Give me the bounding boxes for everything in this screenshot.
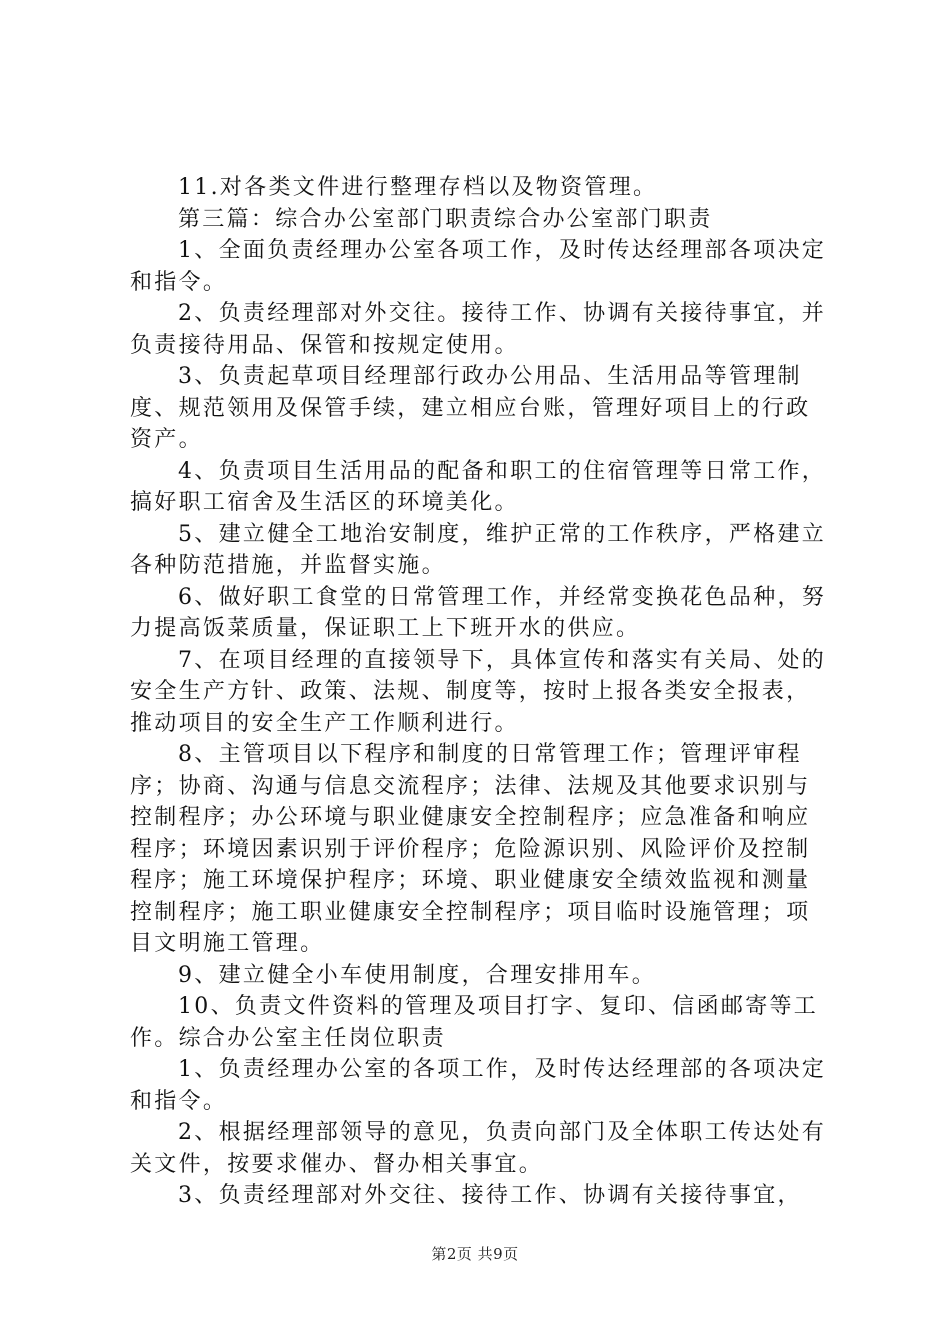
director-duty-item-1: 1、负责经理办公室的各项工作，及时传达经理部的各项决定和指令。 xyxy=(130,1057,827,1114)
document-body xyxy=(130,172,830,1212)
paragraph-item-11: 11.对各类文件进行整理存档以及物资管理。 xyxy=(178,175,658,200)
paragraph-item-6: 6、做好职工食堂的日常管理工作，并经常变换花色品种，努力提高饭菜质量，保证职工上下班开水的供应。 xyxy=(130,584,827,641)
paragraph-item-2: 2、负责经理部对外交往。接待工作、协调有关接待事宜，并负责接待用品、保管和按规定使用。 xyxy=(130,301,827,358)
paragraph-item-3: 3、负责起草项目经理部行政办公用品、生活用品等管理制度、规范领用及保管手续，建立相应台账，管理好项目上的行政资产。 xyxy=(130,364,811,452)
page-number-footer: 第2页 共9页 xyxy=(431,1245,519,1263)
paragraph-item-8: 8、主管项目以下程序和制度的日常管理工作；管理评审程序；协商、沟通与信息交流程序；法律、法规及其他要求识别与控制程序；办公环境与职业健康安全控制程序；应急准备和响应程序；环境因素识别于评价程序；危险源识别、风险评价及控制程序；施工环境保护程序；环境、职业健康安全绩效监视和测量控制程序；施工职业健康安全控制程序；项目临时设施管理；项目文明施工管理。 xyxy=(130,742,811,956)
paragraph-item-4: 4、负责项目生活用品的配备和职工的住宿管理等日常工作，搞好职工宿舍及生活区的环境美化。 xyxy=(130,458,827,515)
paragraph-item-9: 9、建立健全小车使用制度，合理安排用车。 xyxy=(178,962,656,988)
director-duty-item-2: 2、根据经理部领导的意见，负责向部门及全体职工传达处有关文件，按要求催办、督办相关事宜。 xyxy=(130,1120,827,1177)
paragraph-item-10: 10、负责文件资料的管理及项目打字、复印、信函邮寄等工作。综合办公室主任岗位职责 xyxy=(130,994,819,1051)
paragraph-item-5: 5、建立健全工地治安制度，维护正常的工作秩序，严格建立各种防范措施，并监督实施。 xyxy=(130,521,827,578)
section-heading-part-three: 第三篇：综合办公室部门职责综合办公室部门职责 xyxy=(178,206,713,232)
paragraph-item-7: 7、在项目经理的直接领导下，具体宣传和落实有关局、处的安全生产方针、政策、法规、制度等，按时上报各类安全报表，推动项目的安全生产工作顺利进行。 xyxy=(130,647,827,736)
paragraph-item-1: 1、全面负责经理办公室各项工作，及时传达经理部各项决定和指令。 xyxy=(130,238,827,295)
director-duty-item-3: 3、负责经理部对外交往、接待工作、协调有关接待事宜， xyxy=(178,1183,802,1208)
